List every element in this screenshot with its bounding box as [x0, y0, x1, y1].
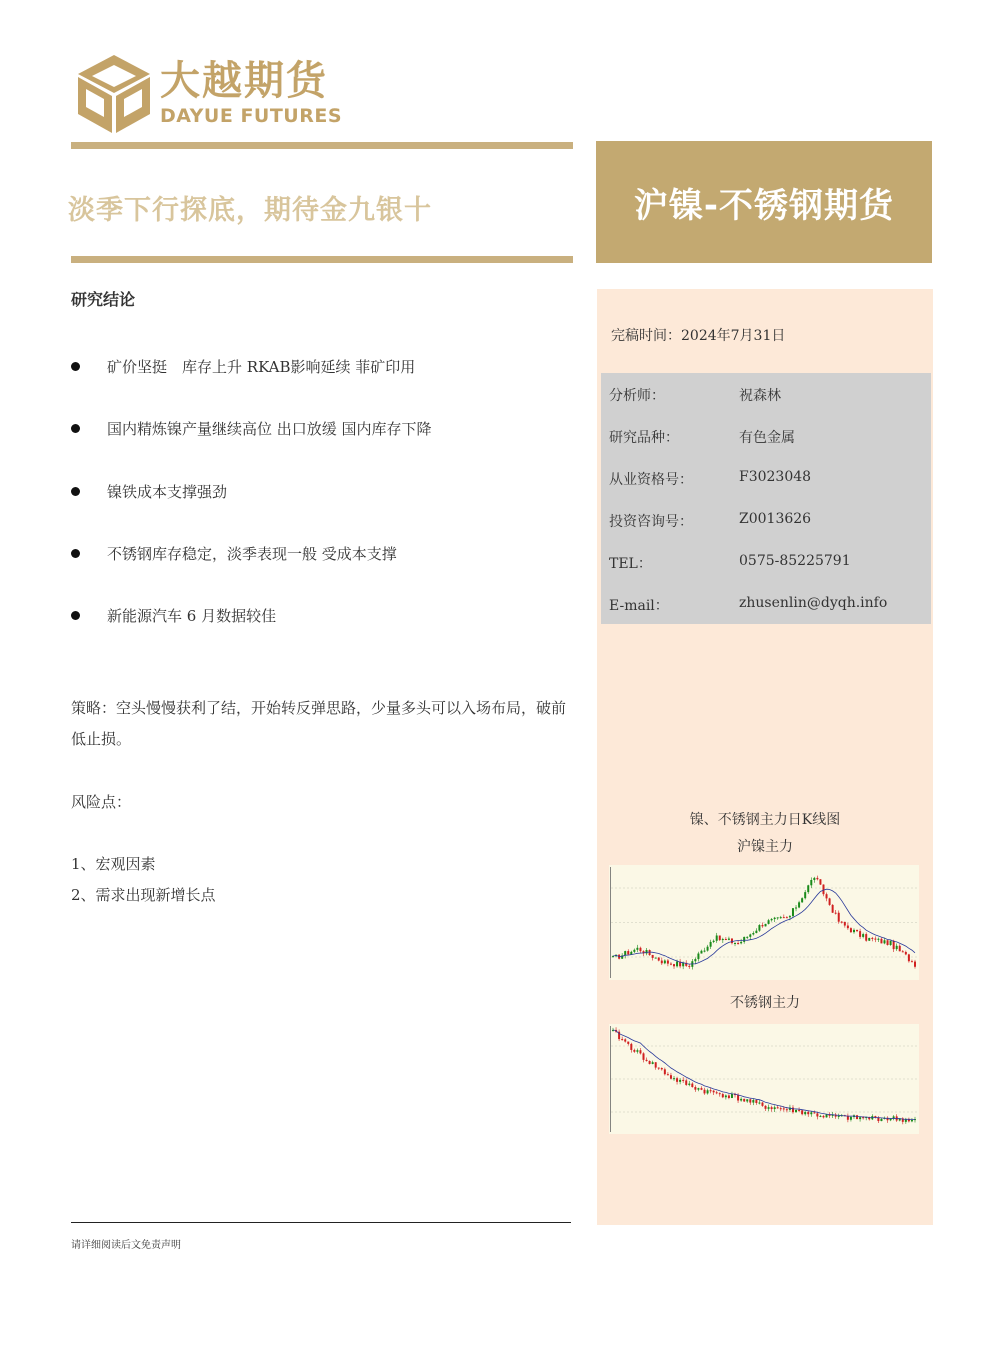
- candle-body: [768, 1107, 770, 1109]
- info-row-qualification: [609, 469, 812, 489]
- candle-body: [768, 920, 770, 924]
- stainless-kline-svg: [609, 1024, 919, 1134]
- bullet-item: [71, 481, 227, 502]
- candle-body: [731, 1094, 733, 1098]
- bullet-item: [71, 356, 415, 377]
- candle-body: [822, 885, 824, 895]
- candle-body: [798, 902, 800, 907]
- banner-title: 沪镍-不锈钢期货: [633, 185, 895, 226]
- candle-body: [661, 1068, 663, 1069]
- candle-body: [728, 1095, 730, 1098]
- candle-body: [792, 908, 794, 916]
- candle-body: [856, 930, 858, 931]
- candle-body: [786, 1109, 788, 1110]
- header-divider-bottom: [71, 256, 573, 263]
- candle-body: [743, 1099, 745, 1102]
- candle-body: [707, 1090, 709, 1093]
- candle-body: [859, 931, 861, 937]
- header-divider-top: [71, 142, 573, 149]
- info-row-category: [609, 427, 795, 447]
- candle-body: [838, 1116, 840, 1117]
- info-label: 投资咨询号：: [609, 514, 693, 530]
- candle-body: [710, 1090, 712, 1091]
- candle-body: [865, 934, 867, 941]
- candle-body: [682, 1080, 684, 1081]
- candle-body: [780, 917, 782, 918]
- candle-body: [911, 1120, 913, 1121]
- candle-body: [761, 925, 763, 926]
- candle-body: [841, 922, 843, 923]
- candle-body: [850, 1117, 852, 1120]
- company-logo: [78, 55, 348, 135]
- candle-body: [636, 948, 638, 950]
- candle-body: [819, 1116, 821, 1117]
- candle-body: [819, 879, 821, 884]
- info-label: TEL：: [609, 556, 652, 572]
- candle-body: [810, 1112, 812, 1114]
- nickel-kline-chart: [609, 865, 919, 980]
- candle-body: [853, 930, 855, 932]
- candle-body: [725, 1095, 727, 1097]
- product-banner: [596, 141, 932, 263]
- candle-body: [755, 931, 757, 933]
- moving-average-line: [613, 1030, 915, 1120]
- section-title: 研究结论: [71, 290, 136, 309]
- candle-body: [758, 1103, 760, 1104]
- candle-body: [716, 935, 718, 940]
- bullet-item: [71, 543, 397, 564]
- logo-text-en: DAYUE FUTURES: [160, 105, 343, 127]
- candle-body: [667, 1074, 669, 1075]
- candle-body: [661, 961, 663, 964]
- candle-body: [719, 1093, 721, 1094]
- candle-body: [856, 1115, 858, 1119]
- info-value: 0575-85225791: [739, 553, 851, 569]
- candle-body: [777, 1107, 779, 1108]
- candle-body: [652, 1062, 654, 1064]
- candle-body: [816, 878, 818, 879]
- candle-body: [771, 1107, 773, 1109]
- candle-body: [859, 1117, 861, 1119]
- candle-body: [807, 885, 809, 892]
- bullet-dot-icon: [71, 424, 80, 433]
- candle-body: [850, 928, 852, 932]
- candle-body: [774, 1107, 776, 1109]
- bullet-dot-icon: [71, 487, 80, 496]
- info-row-tel: [609, 553, 851, 573]
- candle-body: [652, 955, 654, 958]
- candle-body: [688, 966, 690, 967]
- candle-body: [862, 934, 864, 937]
- candle-body: [887, 940, 889, 945]
- footer-disclaimer: 请详细阅读后文免责声明: [71, 1240, 181, 1251]
- candle-body: [765, 1106, 767, 1109]
- info-value: F3023048: [739, 469, 812, 485]
- info-value: 祝森林: [739, 388, 781, 404]
- candle-body: [667, 961, 669, 964]
- candle-body: [749, 1099, 751, 1102]
- logo-cube-icon: [78, 55, 150, 133]
- candle-body: [880, 1119, 882, 1121]
- candle-body: [761, 1103, 763, 1106]
- candle-body: [777, 917, 779, 918]
- candle-body: [722, 939, 724, 940]
- candle-body: [658, 1068, 660, 1069]
- candle-body: [621, 1039, 623, 1040]
- info-row-analyst: [609, 385, 781, 405]
- bullet-text: 国内精炼镍产量继续高位 出口放缓 国内库存下降: [107, 420, 432, 438]
- candle-body: [688, 1084, 690, 1085]
- candle-body: [649, 1061, 651, 1064]
- bullet-dot-icon: [71, 549, 80, 558]
- candle-body: [752, 933, 754, 934]
- candle-body: [694, 1087, 696, 1090]
- candle-body: [765, 924, 767, 926]
- candle-body: [670, 964, 672, 965]
- candle-body: [694, 959, 696, 961]
- candle-body: [868, 938, 870, 941]
- candle-body: [749, 934, 751, 936]
- candle-body: [707, 947, 709, 951]
- stainless-kline-chart: [609, 1024, 919, 1134]
- candle-body: [905, 952, 907, 954]
- candle-body: [890, 941, 892, 945]
- info-value: 有色金属: [739, 430, 795, 446]
- analyst-info-box: [601, 373, 931, 624]
- completion-date: 完稿时间：2024年7月31日: [611, 328, 786, 344]
- candle-body: [664, 961, 666, 964]
- info-row-email: [609, 595, 888, 615]
- candle-body: [643, 1053, 645, 1059]
- candle-body: [795, 908, 797, 909]
- candle-body: [722, 1094, 724, 1097]
- sidebar-panel: [597, 289, 933, 1225]
- candle-body: [639, 948, 641, 951]
- candle-body: [908, 954, 910, 961]
- candle-body: [740, 942, 742, 943]
- risk-title: 风险点：: [71, 793, 132, 811]
- candle-body: [826, 894, 828, 898]
- candle-body: [847, 926, 849, 929]
- candle-body: [704, 951, 706, 952]
- candle-body: [804, 892, 806, 898]
- candle-body: [832, 905, 834, 913]
- chart-title-nickel: 沪镍主力: [737, 839, 793, 855]
- info-label: 分析师：: [609, 388, 665, 404]
- candle-body: [673, 1078, 675, 1079]
- charts-title: 镍、不锈钢主力日K线图: [689, 812, 841, 828]
- candle-body: [899, 946, 901, 951]
- bullet-text: 矿价坚挺 库存上升 RKAB影响延续 菲矿印用: [107, 358, 416, 376]
- candle-body: [633, 1050, 635, 1052]
- candle-body: [719, 935, 721, 940]
- candle-body: [676, 1078, 678, 1082]
- candle-body: [783, 1108, 785, 1109]
- candle-body: [893, 941, 895, 949]
- candle-body: [655, 958, 657, 959]
- candle-body: [655, 1062, 657, 1067]
- candle-body: [783, 917, 785, 918]
- candle-body: [725, 939, 727, 940]
- candle-body: [801, 898, 803, 902]
- moving-average-line: [613, 889, 915, 964]
- candle-body: [810, 880, 812, 885]
- candle-body: [639, 1050, 641, 1053]
- candle-body: [877, 939, 879, 940]
- strategy-text: 策略：空头慢慢获利了结，开始转反弹思路，少量多头可以入场布局，破前低止损。: [71, 699, 567, 748]
- candle-body: [813, 878, 815, 880]
- candle-body: [627, 1042, 629, 1044]
- info-label: E-mail：: [609, 598, 669, 614]
- candle-body: [716, 1092, 718, 1093]
- candle-body: [874, 939, 876, 940]
- candle-body: [896, 946, 898, 949]
- candle-body: [880, 939, 882, 944]
- bullet-item: [71, 418, 432, 439]
- candle-body: [758, 925, 760, 931]
- candle-body: [746, 1099, 748, 1101]
- candle-body: [755, 1100, 757, 1103]
- candle-body: [838, 913, 840, 922]
- chart-title-stainless: 不锈钢主力: [730, 995, 800, 1011]
- candle-body: [786, 917, 788, 918]
- candle-body: [710, 942, 712, 947]
- candle-body: [795, 1110, 797, 1112]
- candle-body: [673, 964, 675, 966]
- candle-body: [700, 1088, 702, 1090]
- candle-body: [728, 939, 730, 940]
- candle-body: [658, 958, 660, 961]
- candle-body: [731, 939, 733, 944]
- candle-body: [771, 919, 773, 920]
- candle-body: [740, 1099, 742, 1101]
- candle-body: [685, 1080, 687, 1085]
- risk-item: 1、宏观因素: [71, 855, 156, 873]
- candle-body: [676, 962, 678, 967]
- candle-body: [737, 943, 739, 944]
- nickel-kline-svg: [609, 865, 919, 980]
- candle-body: [835, 913, 837, 914]
- bullet-dot-icon: [71, 611, 80, 620]
- candle-body: [697, 954, 699, 960]
- candle-body: [798, 1110, 800, 1111]
- logo-text-cn: 大越期货: [160, 58, 328, 104]
- candle-body: [691, 1084, 693, 1087]
- candle-body: [624, 1039, 626, 1041]
- info-row-consulting: [609, 511, 812, 531]
- candle-body: [829, 898, 831, 905]
- report-headline: 淡季下行探底，期待金九银十: [68, 195, 432, 226]
- info-value: zhusenlin@dyqh.info: [739, 595, 888, 611]
- candle-body: [822, 1116, 824, 1117]
- candle-body: [902, 951, 904, 952]
- bullet-text: 镍铁成本支撑强劲: [107, 483, 228, 501]
- candle-body: [774, 918, 776, 919]
- candle-body: [801, 1110, 803, 1114]
- candle-body: [670, 1075, 672, 1079]
- candle-body: [804, 1112, 806, 1114]
- candle-body: [734, 943, 736, 944]
- info-value: Z0013626: [739, 511, 812, 527]
- candle-body: [679, 1080, 681, 1082]
- candle-body: [752, 1100, 754, 1103]
- candle-body: [789, 916, 791, 917]
- candle-body: [911, 961, 913, 962]
- candle-body: [636, 1050, 638, 1052]
- candle-body: [697, 1088, 699, 1090]
- candle-body: [713, 941, 715, 942]
- candle-body: [780, 1108, 782, 1109]
- candle-body: [704, 1090, 706, 1094]
- bullet-dot-icon: [71, 362, 80, 371]
- candle-body: [807, 1112, 809, 1114]
- candle-body: [646, 1060, 648, 1061]
- candle-body: [713, 1091, 715, 1093]
- candle-body: [737, 1095, 739, 1101]
- candle-body: [743, 937, 745, 942]
- candle-body: [633, 950, 635, 952]
- candle-body: [914, 962, 916, 967]
- bullet-item: [71, 605, 276, 626]
- candle-body: [649, 950, 651, 955]
- candle-body: [630, 1044, 632, 1050]
- info-label: 从业资格号：: [609, 472, 693, 488]
- candle-body: [682, 963, 684, 966]
- candle-body: [844, 922, 846, 926]
- candle-body: [883, 940, 885, 943]
- info-label: 研究品种：: [609, 430, 679, 446]
- candle-body: [813, 1112, 815, 1113]
- candle-body: [826, 1114, 828, 1117]
- candle-body: [664, 1069, 666, 1074]
- candle-body: [746, 937, 748, 938]
- bullet-text: 不锈钢库存稳定，淡季表现一般 受成本支撑: [107, 545, 397, 563]
- candle-body: [700, 951, 702, 954]
- bullet-text: 新能源汽车 6 月数据较佳: [107, 607, 277, 625]
- candle-body: [816, 1113, 818, 1116]
- candle-body: [871, 938, 873, 939]
- footer-divider: [71, 1222, 571, 1223]
- candle-body: [627, 951, 629, 954]
- risk-item: 2、需求出现新增长点: [71, 886, 216, 904]
